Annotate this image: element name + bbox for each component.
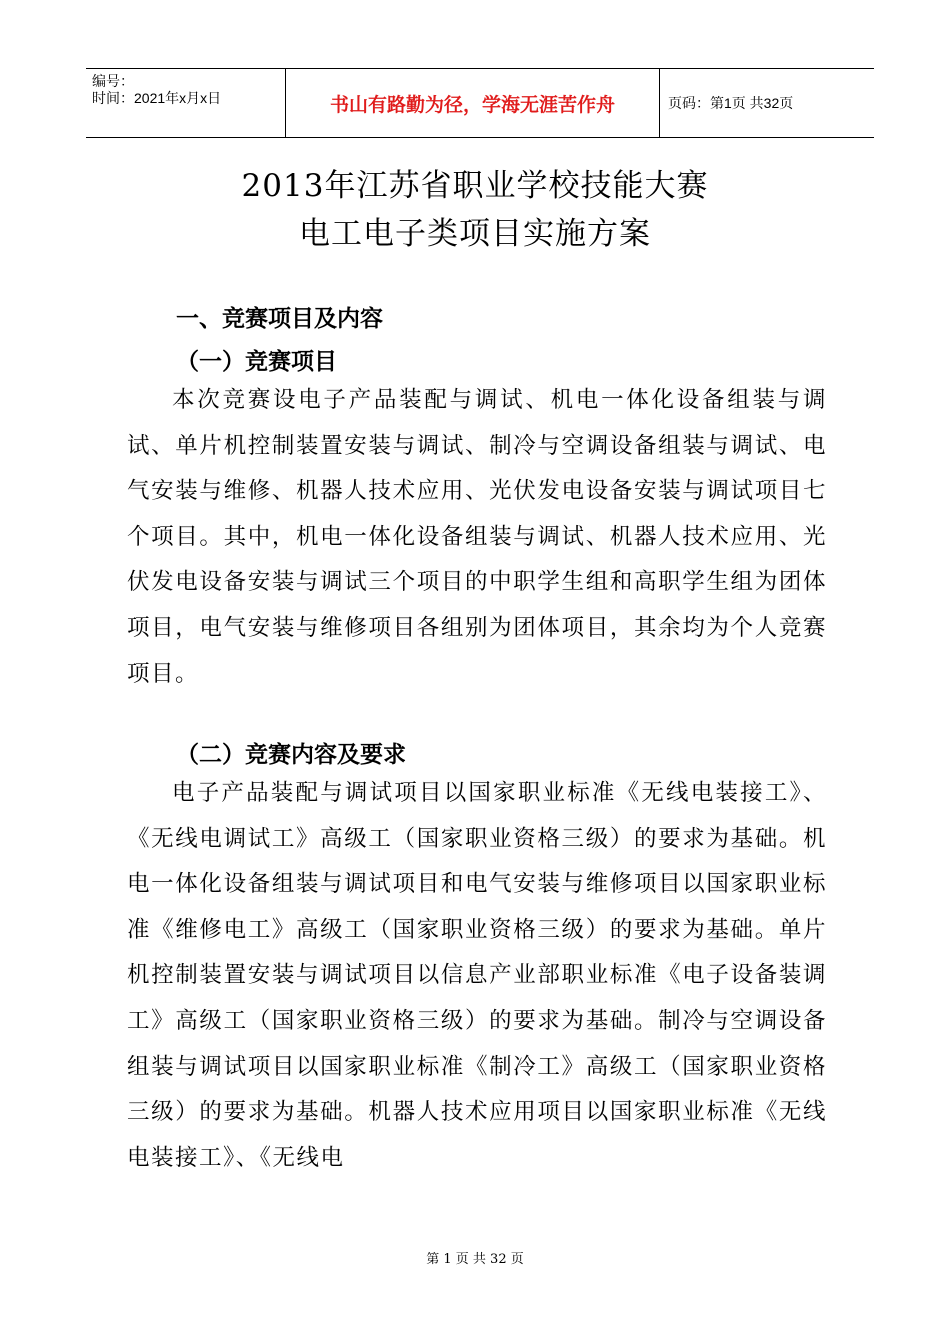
- paragraph-1-text: 本次竞赛设电子产品装配与调试、机电一体化设备组装与调试、单片机控制装置安装与调试、制冷与空调设备组装与调试、电气安装与维修、机器人技术应用、光伏发电设备安装与调试项目七个项目。其中，机电一体化设备组装与调试、机器人技术应用、光伏发电设备安装与调试三个项目的中职学生组和高职学生组为团体项目，电气安装与维修项目各组别为团体项目，其余均为个人竞赛项目。: [127, 387, 827, 687]
- header-page-info: 页码：第1页 共32页: [668, 95, 794, 111]
- header-motto: 书山有路勤为径，学海无涯苦作舟: [286, 69, 660, 137]
- header-meta: [86, 69, 286, 137]
- document-title-line1: 2013年江苏省职业学校技能大赛: [241, 168, 709, 204]
- document-header: [86, 68, 874, 138]
- paragraph-2-text: 电子产品装配与调试项目以国家职业标准《无线电装接工》、《无线电调试工》高级工（国家职业资格三级）的要求为基础。机电一体化设备组装与调试项目和电气安装与维修项目以国家职业标准《维修电工》高级工（国家职业资格三级）的要求为基础。单片机控制装置安装与调试项目以信息产业部职业标准《电子设备装调工》高级工（国家职业资格三级）的要求为基础。制冷与空调设备组装与调试项目以国家职业标准《制冷工》高级工（国家职业资格三级）的要求为基础。机器人技术应用项目以国家职业标准《无线电装接工》、《无线电: [127, 780, 827, 1171]
- page-footer: 第 1 页 共 32 页: [426, 1252, 524, 1267]
- document-title-line2: 电工电子类项目实施方案: [299, 216, 651, 252]
- subsection-heading-2: （二）竞赛内容及要求: [176, 742, 406, 768]
- number-label: 编号：: [92, 73, 134, 89]
- subsection-heading-1: （一）竞赛项目: [176, 349, 337, 375]
- paragraph-1: [127, 378, 827, 697]
- section-heading-1: 一、竞赛项目及内容: [176, 306, 383, 332]
- paragraph-2: [127, 771, 827, 1181]
- time-label: 时间：2021年x月x日: [92, 90, 222, 106]
